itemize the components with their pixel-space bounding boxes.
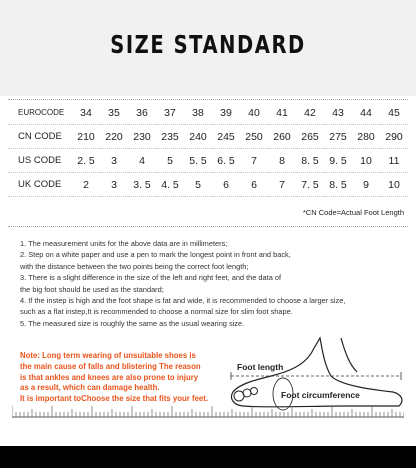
instruction-line: 1. The measurement units for the above data are in millimeters; [20, 239, 228, 248]
middle-divider [8, 226, 408, 227]
warning-note [20, 351, 225, 405]
instructions [20, 238, 405, 329]
ruler [12, 406, 404, 418]
row-label: EUROCODE [8, 101, 72, 125]
size-cell: 6. 5 [212, 149, 240, 173]
size-cell: 42 [296, 101, 324, 125]
size-cell: 43 [324, 101, 352, 125]
size-cell: 8 [268, 149, 296, 173]
size-cell: 260 [268, 125, 296, 149]
row-label: CN CODE [8, 125, 72, 149]
instruction-line: 5. The measured size is roughly the same as the usual wearing size. [20, 318, 245, 328]
size-cell: 3 [100, 149, 128, 173]
bottom-bar [0, 446, 416, 468]
size-cell: 37 [156, 101, 184, 125]
size-cell: 280 [352, 125, 380, 149]
size-cell: 5. 5 [184, 149, 212, 173]
foot-illustration [225, 336, 410, 412]
warning-line: the main cause of falls and blistering The reason [20, 361, 201, 371]
size-cell: 275 [324, 125, 352, 149]
size-cell: 265 [296, 125, 324, 149]
foot-circumference-label: Foot circumference [281, 390, 360, 400]
instruction-line: 4. If the instep is high and the foot shape is fat and wide, it is recommended to choose a larger size, [20, 296, 346, 306]
size-cell: 2 [72, 173, 100, 197]
foot-length-label: Foot length [237, 362, 284, 372]
size-cell: 38 [184, 101, 212, 125]
size-cell: 7. 5 [296, 173, 324, 197]
warning-line: is that ankles and knees are also prone to injury [20, 372, 199, 382]
size-cell: 5 [184, 173, 212, 197]
top-divider [8, 99, 408, 100]
size-cell: 34 [72, 101, 100, 125]
size-cell: 35 [100, 101, 128, 125]
size-table [8, 101, 408, 197]
toe-2 [243, 389, 251, 397]
instruction-line: 3. There is a slight difference in the size of the left and right feet, and the data of [20, 273, 282, 283]
row-label: US CODE [8, 149, 72, 173]
size-cell: 41 [268, 101, 296, 125]
table-row [8, 173, 408, 197]
foot-diagram [225, 336, 410, 412]
size-cell: 2. 5 [72, 149, 100, 173]
size-cell: 240 [184, 125, 212, 149]
size-cell: 3 [100, 173, 128, 197]
instruction-line: with the distance between the two points being the correct foot length; [20, 261, 249, 271]
warning-line: Note: Long term wearing of unsuitable shoes is [20, 351, 196, 360]
size-cell: 44 [352, 101, 380, 125]
size-cell: 39 [212, 101, 240, 125]
size-cell: 8. 5 [324, 173, 352, 197]
size-cell: 210 [72, 125, 100, 149]
size-cell: 220 [100, 125, 128, 149]
cn-code-note: *CN Code=Actual Foot Length [302, 208, 404, 217]
instruction-line: such as a flat instep,It is recommended to choose a normal size for slim foot shape. [20, 307, 293, 317]
size-cell: 40 [240, 101, 268, 125]
leg-back-outline [341, 338, 357, 372]
size-cell: 45 [380, 101, 408, 125]
instruction-line: the big foot should be used as the standard; [20, 284, 164, 294]
size-cell: 3. 5 [128, 173, 156, 197]
row-label: UK CODE [8, 173, 72, 197]
warning-line: It is important toChoose the size that fits your feet. [20, 394, 209, 404]
table-row [8, 149, 408, 173]
size-cell: 7 [240, 149, 268, 173]
size-cell: 10 [352, 149, 380, 173]
size-cell: 235 [156, 125, 184, 149]
warning-line: as a result, which can damage health. [20, 383, 160, 393]
size-cell: 6 [240, 173, 268, 197]
size-cell: 9. 5 [324, 149, 352, 173]
size-cell: 245 [212, 125, 240, 149]
size-cell: 11 [380, 149, 408, 173]
size-cell: 5 [156, 149, 184, 173]
size-cell: 6 [212, 173, 240, 197]
size-cell: 7 [268, 173, 296, 197]
toe-3 [251, 388, 258, 395]
page-title: SIZE STANDARD [110, 30, 306, 59]
size-cell: 230 [128, 125, 156, 149]
toe-1 [234, 391, 244, 401]
size-cell: 290 [380, 125, 408, 149]
size-cell: 250 [240, 125, 268, 149]
size-cell: 9 [352, 173, 380, 197]
table-row [8, 101, 408, 125]
instruction-line: 2. Step on a white paper and use a pen to mark the longest point in front and back, [20, 250, 291, 260]
size-cell: 4 [128, 149, 156, 173]
size-cell: 10 [380, 173, 408, 197]
size-cell: 8. 5 [296, 149, 324, 173]
table-row [8, 125, 408, 149]
size-cell: 4. 5 [156, 173, 184, 197]
size-cell: 36 [128, 101, 156, 125]
